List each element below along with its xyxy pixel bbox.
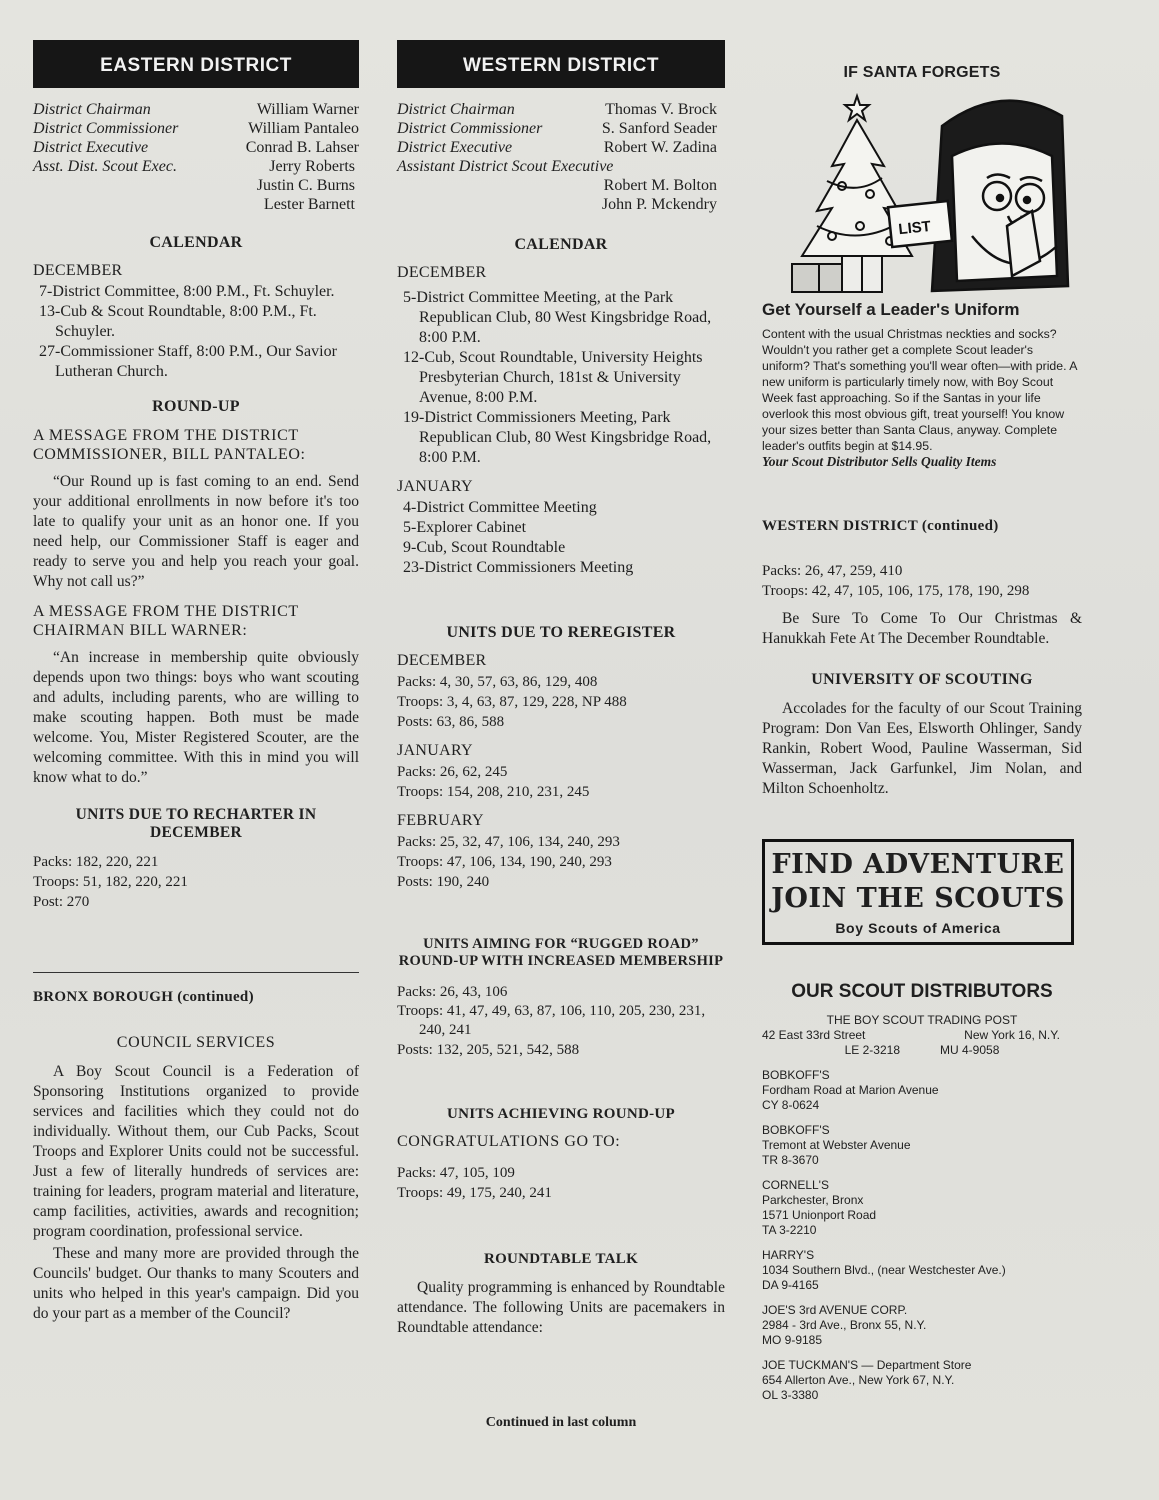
roundup-heading: ROUND-UP [152,398,240,415]
distributor-line: 1034 Southern Blvd., (near Westchester Ave.) [762,1263,1006,1277]
recharter-line: Packs: 182, 220, 221 [33,854,159,870]
western-continued-heading [762,518,1082,535]
ad-line-1: FIND ADVENTURE [771,849,1065,880]
recharter-line: Post: 270 [33,894,90,910]
officer-role: District Executive [397,139,513,156]
western-district-banner: WESTERN DISTRICT [397,40,725,88]
officer-row [33,100,359,119]
bronx-continued: (continued) [177,989,254,1005]
officer-role: District Chairman [33,101,151,118]
ad-line-2: JOIN THE SCOUTS [771,883,1065,914]
find-adventure-ad [762,839,1074,945]
calendar-item: 27-Commissioner Staff, 8:00 P.M., Our Savior Lutheran Church. [39,343,337,380]
distributor-item [762,1303,1082,1348]
reregister-month: DECEMBER [397,652,487,669]
reregister-month: JANUARY [397,742,473,759]
distributor-item [762,1248,1082,1293]
officer-role: District Executive [33,139,149,156]
message-body: “An increase in membership quite obviously depends upon two things: boys who want scouting and adults, including parents, who are willing to make scouting happen. Both must be made welcome. You, Mister Registered Scouter, are the welcoming committee. With this in mind you will know what to do.” [33,649,359,786]
santa-ad-title: IF SANTA FORGETS [843,64,1001,81]
calendar-item: 19-District Commissioners Meeting, Park Republican Club, 80 West Kingsbridge Road, 8:00 P.M. [403,409,712,466]
university-body: Accolades for the faculty of our Scout Training Program: Don Van Ees, Elsworth Ohlinger, Sandy Rankin, Robert Wood, Pauline Wasserman, Sid Wasserman, Jack Garfunkel, Jim Nolan, and Milton Schoenholtz. [762,700,1082,797]
unit-line: Packs: 25, 32, 47, 106, 134, 240, 293 [397,834,620,850]
western-officers [397,100,725,214]
officer-row [33,119,359,138]
calendar-month: DECEMBER [33,262,123,279]
unit-line: Packs: 26, 47, 259, 410 [762,563,903,579]
unit-line-text: Troops: 41, 47, 49, 63, 87, 106, 110, 205, 230, 231, 240, 241 [397,1003,706,1038]
officer-extra-name: John P. Mckendry [601,196,717,213]
message-heading: A MESSAGE FROM THE DISTRICT CHAIRMAN BILL WARNER: [33,603,299,639]
distributor-name: HARRY'S [762,1248,815,1262]
western-calendar-heading: CALENDAR [514,236,608,253]
officer-extra-name: Robert M. Bolton [603,177,717,194]
council-paragraph: These and many more are provided through the Councils' budget. Our thanks to many Scouters and units who helped in this year's campaign. Did you do your part as a member of the Council? [33,1245,359,1322]
distributor-address-row [762,1028,1082,1043]
distributor-city: New York 16, N.Y. [964,1028,1060,1042]
calendar-item: 13-Cub & Scout Roundtable, 8:00 P.M., Ft. Schuyler. [39,303,317,340]
distributor-trading-post [762,1013,1082,1058]
western-cont-heading-text: WESTERN DISTRICT [762,518,918,534]
officer-name: Thomas V. Brock [605,101,717,118]
council-paragraph: A Boy Scout Council is a Federation of Sponsoring Institutions organized to provide services and facilities which they could not do individually. Without them, our Cub Packs, Scout Troops and Explorer Units could not be successful. Just a few of literally hundreds of services are: training for leaders, program material and literature, camp facilities, activities, awards and recognition; program coordination, professional service. [33,1063,359,1240]
officer-role: District Commissioner [397,120,543,137]
unit-line: Posts: 132, 205, 521, 542, 588 [397,1042,580,1058]
distributor-phone-row [762,1043,1082,1058]
officer-row [33,157,359,176]
unit-line: Troops: 49, 175, 240, 241 [397,1185,552,1201]
officer-extra-name: Justin C. Burns [256,177,355,194]
officer-name: S. Sanford Seader [601,120,717,137]
fete-announcement: Be Sure To Come To Our Christmas & Hanukkah Fete At The December Roundtable. [762,610,1082,647]
divider [33,972,359,973]
unit-line [397,1002,725,1040]
unit-line: Troops: 154, 208, 210, 231, 245 [397,784,590,800]
officer-role: Assistant District Scout Executive [397,158,614,175]
distributor-line: TA 3-2210 [762,1223,817,1237]
list-label: LIST [897,217,932,239]
distributor-line: Fordham Road at Marion Avenue [762,1083,939,1097]
distributor-name: BOBKOFF'S [762,1068,830,1082]
roundtable-body: Quality programming is enhanced by Roundtable attendance. The following Units are pacemakers in Roundtable attendance: [397,1279,725,1336]
distributor-phone: MU 4-9058 [940,1043,1000,1057]
distributor-address: 42 East 33rd Street [762,1028,866,1042]
distributors-list [762,1013,1082,1403]
calendar-month: JANUARY [397,478,473,495]
distributor-line: 1571 Unionport Road [762,1208,877,1222]
uniform-ad-text: Content with the usual Christmas neckties and socks? Wouldn't you rather get a complete Scout leader's uniform? That's something you'll wear often—with pride. A new uniform is particularly timely now, with Boy Scout Week fast approaching. So if the Santas in your life overlook this most obvious gift, treat yourself! You know your sizes better than Santa Claus, anyway. Complete leader's outfits begin at $14.95. [762,327,1077,453]
bronx-heading-text: BRONX BOROUGH [33,989,174,1005]
distributor-name: JOE TUCKMAN'S — Department Store [762,1358,972,1372]
distributor-item [762,1358,1082,1403]
distributor-line: OL 3-3380 [762,1388,819,1402]
bronx-borough-heading [33,989,359,1006]
roundtable-heading: ROUNDTABLE TALK [483,1251,639,1267]
western-district-column [397,40,725,1430]
unit-line: Troops: 3, 4, 63, 87, 129, 228, NP 488 [397,694,627,710]
officer-role: District Chairman [397,101,515,118]
distributor-line: CY 8-0624 [762,1098,820,1112]
right-column [762,40,1082,1403]
eastern-officers [33,100,359,214]
congrats-line: CONGRATULATIONS GO TO: [397,1133,621,1150]
officer-name: William Pantaleo [248,120,359,137]
western-cont-continued: (continued) [921,518,999,534]
eastern-calendar-heading: CALENDAR [149,234,243,251]
eastern-district-column [33,40,359,1332]
achieving-heading: UNITS ACHIEVING ROUND-UP [446,1106,676,1122]
calendar-item: 5-Explorer Cabinet [403,519,527,536]
uniform-ad-body [762,326,1082,470]
unit-line: Posts: 63, 86, 588 [397,714,505,730]
calendar-item: 4-District Committee Meeting [403,499,597,516]
santa-face-icon [932,101,1068,291]
distributor-line: TR 8-3670 [762,1153,819,1167]
calendar-item: 5-District Committee Meeting, at the Park Republican Club, 80 West Kingsbridge Road, 8:00 P.M. [403,289,712,346]
officer-name: William Warner [256,101,359,118]
unit-line: Packs: 47, 105, 109 [397,1165,515,1181]
gift-boxes-icon [792,256,882,292]
distributor-name: JOE'S 3rd AVENUE CORP. [762,1303,908,1317]
uniform-ad-tagline: Your Scout Distributor Sells Quality Items [762,454,997,469]
reregister-heading: UNITS DUE TO REREGISTER [446,624,676,641]
distributor-line: MO 9-9185 [762,1333,823,1347]
officer-row [397,119,725,138]
distributor-name: CORNELL'S [762,1178,829,1192]
distributors-heading: OUR SCOUT DISTRIBUTORS [791,981,1053,1002]
distributor-line: Parkchester, Bronx [762,1193,864,1207]
officer-row [397,138,725,157]
officer-extra-name: Lester Barnett [263,196,355,213]
distributor-item [762,1178,1082,1238]
recharter-line: Troops: 51, 182, 220, 221 [33,874,188,890]
distributor-line: 654 Allerton Ave., New York 67, N.Y. [762,1373,955,1387]
unit-line: Packs: 26, 62, 245 [397,764,508,780]
distributor-phone: LE 2-3218 [844,1043,900,1057]
officer-row [397,100,725,119]
university-heading: UNIVERSITY OF SCOUTING [811,671,1033,688]
officer-role: Asst. Dist. Scout Exec. [33,158,177,175]
reregister-month: FEBRUARY [397,812,484,829]
calendar-item: 9-Cub, Scout Roundtable [403,539,566,556]
distributor-line: DA 9-4165 [762,1278,819,1292]
council-services-heading: COUNCIL SERVICES [116,1034,276,1051]
santa-illustration [772,86,1072,296]
officer-name: Jerry Roberts [269,158,355,175]
calendar-item: 7-District Committee, 8:00 P.M., Ft. Schuyler. [39,283,335,300]
distributor-item [762,1123,1082,1168]
distributor-name: THE BOY SCOUT TRADING POST [826,1013,1018,1027]
rugged-road-heading: UNITS AIMING FOR “RUGGED ROAD” ROUND-UP WITH INCREASED MEMBERSHIP [398,936,724,969]
unit-line: Posts: 190, 240 [397,874,490,890]
message-heading: A MESSAGE FROM THE DISTRICT COMMISSIONER, BILL PANTALEO: [33,427,306,463]
distributor-name: BOBKOFF'S [762,1123,830,1137]
unit-line: Packs: 4, 30, 57, 63, 86, 129, 408 [397,674,598,690]
unit-line: Troops: 42, 47, 105, 106, 175, 178, 190, 298 [762,583,1030,599]
message-body: “Our Round up is fast coming to an end. Send your additional enrollments in now before it's too late to qualify your unit as an honor one. If you need help, our Commissioner Staff is eager and ready to serve you and help you reach your goal. Why not call us?” [33,473,359,590]
officer-name: Conrad B. Lahser [245,139,359,156]
eastern-district-banner: EASTERN DISTRICT [33,40,359,88]
officer-role: District Commissioner [33,120,179,137]
unit-line: Troops: 47, 106, 134, 190, 240, 293 [397,854,612,870]
calendar-item: 12-Cub, Scout Roundtable, University Heights Presbyterian Church, 181st & University Avenue, 8:00 P.M. [403,349,703,406]
distributor-line: Tremont at Webster Avenue [762,1138,911,1152]
officer-row [33,138,359,157]
calendar-month: DECEMBER [397,264,487,281]
officer-name: Robert W. Zadina [603,139,717,156]
distributor-line: 2984 - 3rd Ave., Bronx 55, N.Y. [762,1318,927,1332]
recharter-heading: UNITS DUE TO RECHARTER IN DECEMBER [75,806,317,841]
ad-subline: Boy Scouts of America [835,920,1001,936]
calendar-item: 23-District Commissioners Meeting [403,559,634,576]
continued-note: Continued in last column [485,1415,637,1430]
distributor-item [762,1068,1082,1113]
unit-line: Packs: 26, 43, 106 [397,984,508,1000]
uniform-ad-headline: Get Yourself a Leader's Uniform [762,300,1020,319]
